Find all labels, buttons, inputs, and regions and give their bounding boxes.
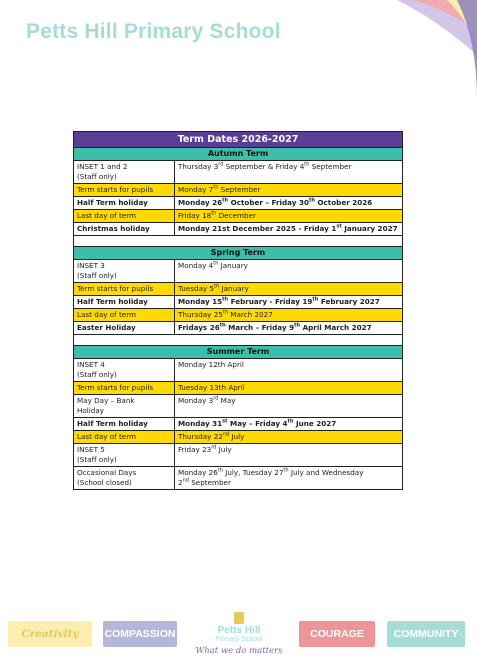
row-value: Thursday 25th March 2027 <box>175 309 403 322</box>
summer-term-heading: Summer Term <box>74 346 403 359</box>
row-label: Last day of term <box>74 309 175 322</box>
row-value: Thursday 22nd July <box>175 431 403 444</box>
value-badge-community: COMMUNITY <box>387 621 465 647</box>
row-label: Easter Holiday <box>74 322 175 335</box>
table-row <box>74 283 403 296</box>
row-value: Monday 15th February - Friday 19th February 2027 <box>175 296 403 309</box>
row-label: Term starts for pupils <box>74 184 175 197</box>
row-value: Monday 12th April <box>175 359 403 382</box>
value-badge-creativity: Creativity <box>8 621 92 647</box>
table-row <box>74 444 403 467</box>
row-value: Monday 31st May – Friday 4th June 2027 <box>175 418 403 431</box>
row-label: Last day of term <box>74 431 175 444</box>
table-row <box>74 197 403 210</box>
table-row <box>74 322 403 335</box>
row-value: Fridays 26th March – Friday 9th April March 2027 <box>175 322 403 335</box>
table-spacer <box>74 335 403 346</box>
row-value: Monday 21st December 2025 - Friday 1st January 2027 <box>175 223 403 236</box>
row-value: Monday 4th January <box>175 260 403 283</box>
row-label: May Day – Bank Holiday <box>74 395 175 418</box>
logo-subtitle: Primary School <box>215 636 263 643</box>
table-row <box>74 309 403 322</box>
row-value: Thursday 3rd September & Friday 4th September <box>175 161 403 184</box>
table-row <box>74 382 403 395</box>
row-value: Tuesday 5th January <box>175 283 403 296</box>
row-label: Half Term holiday <box>74 197 175 210</box>
row-value: Monday 26th October – Friday 30th October 2026 <box>175 197 403 210</box>
school-logo <box>192 612 286 656</box>
row-value: Monday 7th September <box>175 184 403 197</box>
row-value: Friday 18th December <box>175 210 403 223</box>
table-row <box>74 296 403 309</box>
logo-tagline: What we do matters <box>195 646 283 656</box>
row-label: INSET 3 (Staff only) <box>74 260 175 283</box>
table-row <box>74 467 403 490</box>
row-label: Half Term holiday <box>74 418 175 431</box>
row-label: INSET 1 and 2 (Staff only) <box>74 161 175 184</box>
logo-icon <box>234 612 244 624</box>
row-value: Friday 23rd July <box>175 444 403 467</box>
table-row <box>74 359 403 382</box>
table-row <box>74 395 403 418</box>
row-label: Term starts for pupils <box>74 382 175 395</box>
row-label: INSET 5 (Staff only) <box>74 444 175 467</box>
row-label: Half Term holiday <box>74 296 175 309</box>
value-badge-courage: COURAGE <box>299 621 375 647</box>
school-name-heading: Petts Hill Primary School <box>26 20 281 43</box>
table-row <box>74 431 403 444</box>
table-row <box>74 418 403 431</box>
table-row <box>74 260 403 283</box>
row-label: INSET 4 (Staff only) <box>74 359 175 382</box>
table-row <box>74 184 403 197</box>
row-value: Monday 26th July, Tuesday 27th July and Wednesday 2nd September <box>175 467 403 490</box>
row-value: Tuesday 13th April <box>175 382 403 395</box>
table-row <box>74 161 403 184</box>
row-label: Occasional Days (School closed) <box>74 467 175 490</box>
autumn-term-heading: Autumn Term <box>74 148 403 161</box>
table-row <box>74 210 403 223</box>
footer-values-banner <box>0 610 477 672</box>
corner-decoration <box>327 0 477 100</box>
row-label: Last day of term <box>74 210 175 223</box>
table-row <box>74 223 403 236</box>
row-label: Christmas holiday <box>74 223 175 236</box>
value-badge-compassion: COMPASSION <box>103 621 177 647</box>
table-title: Term Dates 2026-2027 <box>74 132 403 148</box>
term-dates-table <box>73 131 403 490</box>
logo-name: Petts Hill <box>217 625 261 636</box>
row-value: Monday 3rd May <box>175 395 403 418</box>
spring-term-heading: Spring Term <box>74 247 403 260</box>
table-spacer <box>74 236 403 247</box>
row-label: Term starts for pupils <box>74 283 175 296</box>
